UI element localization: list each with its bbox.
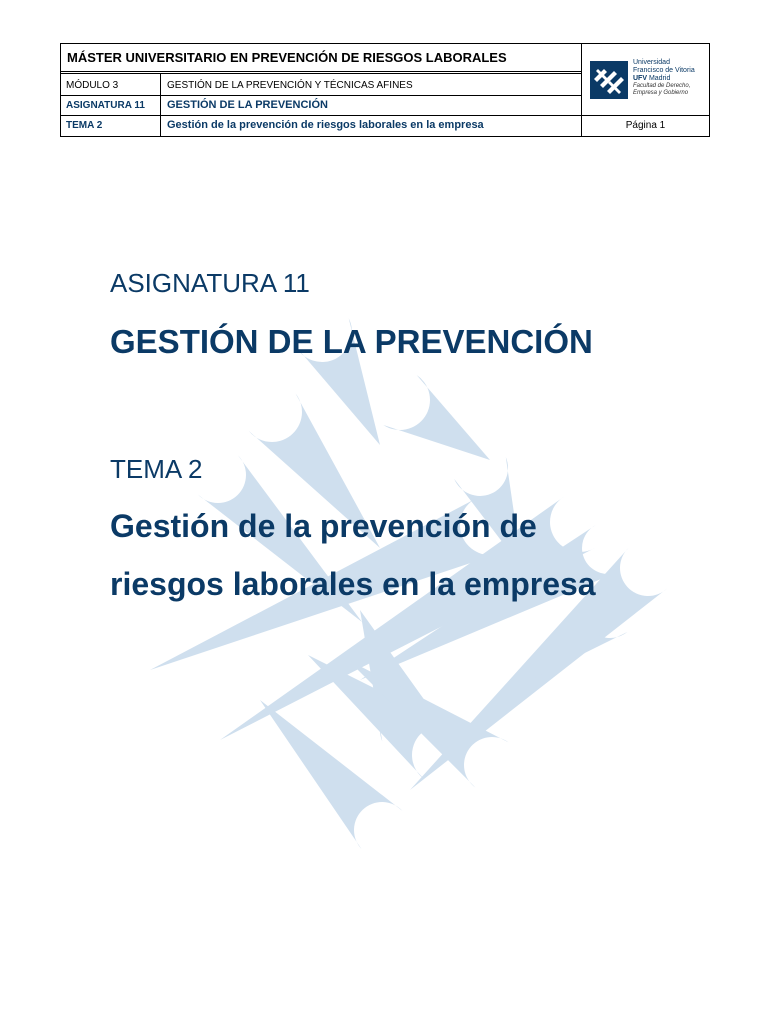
column-divider bbox=[160, 74, 161, 136]
watermark-drop bbox=[383, 375, 490, 460]
logo-faculty-line: Facultad de Derecho, bbox=[633, 83, 691, 89]
module-value: GESTIÓN DE LA PREVENCIÓN Y TÉCNICAS AFINES bbox=[167, 80, 413, 91]
logo-faculty-line: Empresa y Gobierno bbox=[633, 90, 689, 96]
program-title: MÁSTER UNIVERSITARIO EN PREVENCIÓN DE RIESGOS LABORALES bbox=[61, 44, 581, 74]
subject-title: GESTIÓN DE LA PREVENCIÓN bbox=[110, 323, 593, 360]
module-label: MÓDULO 3 bbox=[66, 80, 119, 91]
topic-title-line-1: Gestión de la prevención de bbox=[110, 508, 537, 544]
logo-line: Universidad bbox=[633, 59, 670, 66]
logo-acronym: UFV bbox=[633, 75, 647, 82]
ufv-logo-icon bbox=[590, 61, 628, 99]
logo-line bbox=[633, 75, 695, 83]
subject-label: ASIGNATURA 11 bbox=[66, 100, 145, 111]
university-logo bbox=[590, 59, 708, 103]
page-number: Página 1 bbox=[625, 120, 666, 131]
logo-city: Madrid bbox=[647, 75, 671, 82]
topic-value: Gestión de la prevención de riesgos laborales en la empresa bbox=[167, 119, 484, 131]
logo-text bbox=[633, 59, 695, 97]
topic-title-line-2: riesgos laborales en la empresa bbox=[110, 566, 596, 602]
subject-heading: ASIGNATURA 11 bbox=[110, 268, 310, 298]
subject-value: GESTIÓN DE LA PREVENCIÓN bbox=[167, 99, 328, 111]
topic-heading: TEMA 2 bbox=[110, 454, 203, 484]
logo-line: Francisco de Vitoria bbox=[633, 67, 695, 74]
document-header-table bbox=[60, 43, 710, 137]
topic-label: TEMA 2 bbox=[66, 120, 103, 131]
